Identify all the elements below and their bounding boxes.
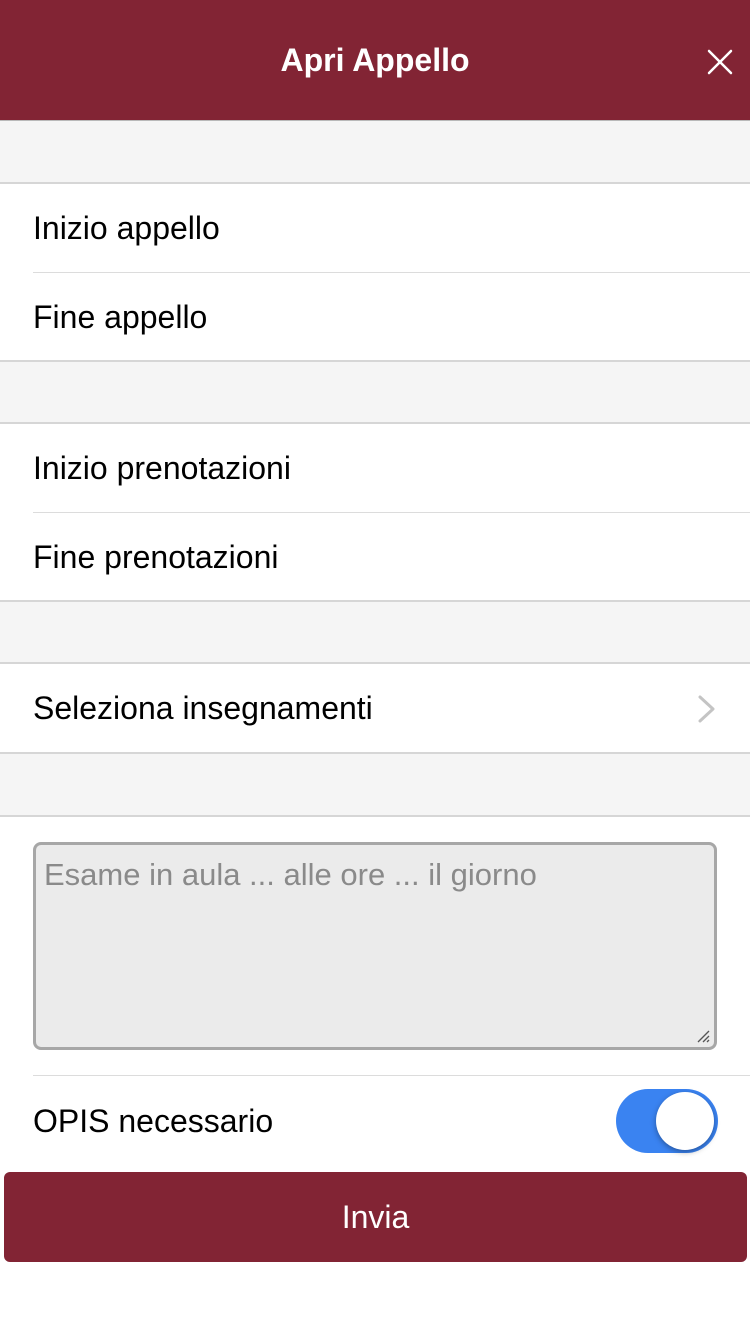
select-insegnamenti-row[interactable] xyxy=(0,664,750,754)
submit-button[interactable]: Invia xyxy=(4,1172,747,1262)
start-appello-label: Inizio appello xyxy=(33,210,220,246)
end-appello-label: Fine appello xyxy=(33,299,208,335)
toggle-knob xyxy=(656,1092,714,1150)
modal-header xyxy=(0,0,750,121)
note-textarea[interactable] xyxy=(36,845,714,1047)
opis-label: OPIS necessario xyxy=(33,1103,274,1139)
section-spacer xyxy=(0,121,750,184)
start-appello-row[interactable] xyxy=(0,184,750,273)
section-spacer xyxy=(0,754,750,817)
start-prenotazioni-label: Inizio prenotazioni xyxy=(33,450,291,486)
end-prenotazioni-label: Fine prenotazioni xyxy=(33,539,279,575)
select-insegnamenti-label: Seleziona insegnamenti xyxy=(33,690,373,726)
section-spacer xyxy=(0,602,750,664)
opis-toggle[interactable] xyxy=(616,1089,718,1153)
end-prenotazioni-row[interactable] xyxy=(0,513,750,602)
start-prenotazioni-row[interactable] xyxy=(0,424,750,513)
note-field-wrapper xyxy=(33,842,717,1050)
close-button[interactable] xyxy=(698,40,742,84)
close-icon xyxy=(698,40,742,84)
end-appello-row[interactable] xyxy=(0,273,750,362)
modal-title: Apri Appello xyxy=(280,42,470,78)
chevron-right-icon xyxy=(696,694,718,724)
resize-grip-icon[interactable] xyxy=(694,1027,710,1043)
divider xyxy=(33,1075,750,1076)
section-spacer xyxy=(0,362,750,424)
